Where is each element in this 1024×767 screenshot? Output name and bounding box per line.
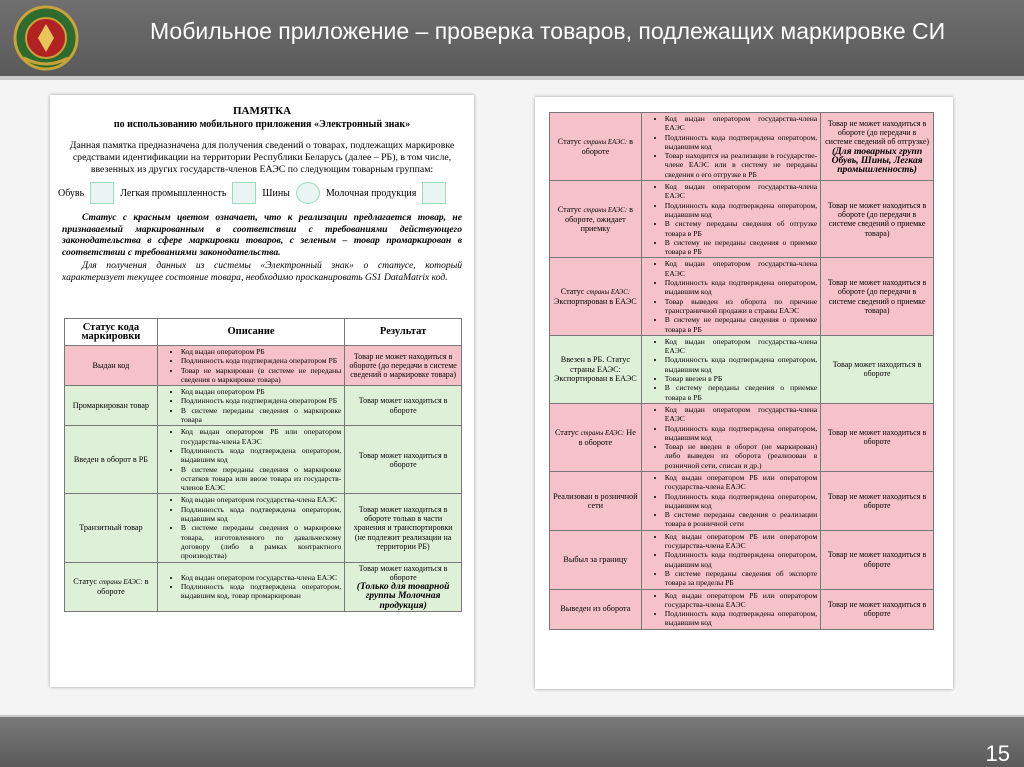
description-item: • Товар находится на реализации в государстве-члене ЕАЭС или в систему не переданы сведения о его отгрузке в РБ [665, 151, 817, 179]
description-item: • Код выдан оператором РБ или оператором государства-члена ЕАЭС [665, 473, 817, 492]
description-item: • Код выдан оператором государства-члена ЕАЭС [181, 573, 341, 582]
description-item: • Код выдан оператором государства-члена ЕАЭС [665, 337, 817, 356]
shirt-icon [232, 182, 256, 204]
result-text: Товар может находиться в обороте только в части хранения и транспортировки (не подлежит реализации на территории РБ) [353, 504, 453, 551]
description-cell [641, 471, 820, 530]
description-item: • Подлинность кода подтверждена оператором РБ [181, 396, 341, 405]
milk-icon [422, 182, 446, 204]
result-cell [821, 589, 934, 629]
status-label: страны ЕАЭС: [583, 206, 628, 214]
description-item: • Код выдан оператором РБ или оператором государства-члена ЕАЭС [665, 591, 817, 610]
status-label: Выбыл за границу [563, 555, 628, 564]
memo-intro: Данная памятка предназначена для получения сведений о товарах, подлежащих маркировке средствами идентификации на территории Республики Беларусь (далее – РБ), в том числе, ввезенных из других государств-членов ЕАЭС по следующим товарным группам: [69, 140, 455, 175]
description-item: • Подлинность кода подтверждена оператором, выдавшим код [665, 550, 817, 569]
description-item: • Код выдан оператором государства-члена ЕАЭС [181, 495, 341, 504]
result-cell [345, 562, 462, 611]
description-cell [641, 258, 820, 335]
status-label: Введен в оборот в РБ [73, 455, 148, 465]
description-item: • В системе переданы сведения о реализации товара в розничной сети [665, 510, 817, 529]
memo-page-right [535, 97, 953, 689]
table-row [550, 403, 934, 471]
result-cell [821, 403, 934, 471]
status-label: страны ЕАЭС: [99, 578, 143, 586]
header-status: Статус кода маркировки [65, 319, 158, 346]
status-cell [550, 589, 642, 629]
status-label: страны ЕАЭС: [586, 288, 631, 296]
result-text: Товар не может находиться в обороте [827, 491, 927, 510]
description-item: • Товар выведен из оборота по причине трансграничной продажи в страны ЕАЭС [665, 297, 817, 316]
status-cell [65, 386, 158, 426]
description-item: • В систему переданы сведения об отгрузке товара в РБ [665, 219, 817, 238]
table-row [550, 181, 934, 258]
status-label: Реализован в розничной сети [553, 491, 638, 510]
description-item: • В систему не переданы сведения о приемке товара в РБ [665, 238, 817, 257]
status-cell [65, 346, 158, 386]
result-note: (Для товарных групп Обувь, Шины, Легкая промышленность) [831, 145, 923, 176]
status-label: в обороте [581, 136, 634, 157]
tire-icon [296, 182, 320, 204]
description-cell [157, 494, 344, 562]
memo-page-left [50, 95, 474, 687]
scan-note: Для получения данных из системы «Электронный знак» о статусе, который характеризует текущее состояние товара, необходимо просканировать GS1 DataMatrix код. [62, 260, 462, 283]
status-label: страны ЕАЭС: [580, 429, 625, 437]
result-cell [821, 335, 934, 403]
status-label: Экспортирован в ЕАЭС [554, 297, 637, 307]
description-item: • Подлинность кода подтверждена оператором, выдавшим код, товар промаркирован [181, 582, 341, 601]
color-legend-note: Статус с красным цветом означает, что к реализации предлагается товар, не признаваемый маркированным в соответствии с требованиями действующего законодательства в сфере маркировки товаров, с зеленым – товар промаркирован в соответствии с требованиями законодательства. [62, 212, 462, 258]
result-cell [345, 494, 462, 562]
status-cell [65, 562, 158, 611]
group-label: Молочная продукция [325, 187, 417, 199]
table-row [550, 589, 934, 629]
description-cell [641, 403, 820, 471]
result-cell [345, 386, 462, 426]
table-row [65, 562, 462, 611]
status-label: в обороте [97, 576, 149, 597]
group-label: Легкая промышленность [120, 187, 227, 199]
status-label: Выведен из оборота [560, 604, 631, 614]
status-label: Статус [557, 204, 582, 214]
description-cell [157, 386, 344, 426]
header-description: Описание [157, 319, 344, 346]
result-text: Товар не может находиться в обороте [827, 428, 927, 447]
description-item: • В системе переданы сведения о маркировке остатков товара или ввозе товара из государств-членов ЕАЭС [181, 465, 341, 493]
description-item: • В системе переданы сведения о маркировке товара, изготовленного по давальческому договору (либо в рамках контрактного производства) [181, 523, 341, 560]
status-cell [550, 181, 642, 258]
table-row [65, 386, 462, 426]
description-item: • Подлинность кода подтверждена оператором РБ [181, 356, 341, 365]
status-cell [65, 494, 158, 562]
status-label: Выдан код [92, 360, 130, 370]
status-label: Статус [554, 427, 579, 437]
result-cell [821, 530, 934, 589]
result-text: Товар не может находиться в обороте [827, 550, 927, 569]
memo-subtitle: по использованию мобильного приложения «Электронный знак» [113, 119, 411, 130]
table-row [550, 113, 934, 181]
description-item: • Код выдан оператором государства-члена ЕАЭС [665, 405, 817, 424]
result-note: (Только для товарной группы Молочная продукция) [356, 581, 450, 611]
status-label: Транзитный товар [79, 523, 143, 533]
result-cell [821, 113, 934, 181]
result-text: Товар может находиться в обороте [358, 396, 448, 415]
description-item: • Код выдан оператором государства-члена ЕАЭС [665, 114, 817, 133]
result-cell [821, 471, 934, 530]
result-cell [821, 181, 934, 258]
status-cell [550, 258, 642, 335]
result-text: Товар не может находиться в обороте (до передачи в системе сведений о приемке товара) [827, 200, 927, 238]
emblem-logo [10, 4, 82, 72]
description-item: • Подлинность кода подтверждена оператором, выдавшим код [665, 133, 817, 152]
description-cell [157, 562, 344, 611]
status-label: Статус [557, 136, 582, 146]
result-text: Товар может находиться в обороте [358, 450, 448, 469]
status-cell [550, 335, 642, 403]
status-cell [65, 426, 158, 494]
table-row [550, 471, 934, 530]
status-label: Не в обороте [578, 427, 636, 447]
result-cell [821, 258, 934, 335]
product-groups [58, 182, 466, 204]
description-item: • Подлинность кода подтверждена оператором, выдавшим код [181, 446, 341, 465]
slide-footer [0, 717, 1024, 767]
status-cell [550, 471, 642, 530]
result-text: Товар может находиться в обороте [358, 563, 448, 582]
status-cell [550, 113, 642, 181]
slide-header [0, 0, 1024, 76]
shoe-icon [90, 182, 114, 204]
description-cell [157, 426, 344, 494]
slide-title: Мобильное приложение – проверка товаров, подлежащих маркировке СИ [150, 18, 946, 44]
table-row [65, 346, 462, 386]
description-item: • Подлинность кода подтверждена оператором, выдавшим код [665, 201, 817, 220]
description-cell [641, 530, 820, 589]
header-result: Результат [345, 319, 462, 346]
description-item: • Подлинность кода подтверждена оператором, выдавшим код [665, 492, 817, 511]
description-item: • Код выдан оператором РБ [181, 387, 341, 396]
table-row [550, 530, 934, 589]
description-item: • В систему переданы сведения о приемке товара в РБ [665, 383, 817, 402]
table-row [65, 426, 462, 494]
description-item: • Подлинность кода подтверждена оператором, выдавшим код [665, 609, 817, 628]
table-row [550, 258, 934, 335]
description-item: • В системе переданы сведения о маркировке товара [181, 406, 341, 425]
description-item: • Товар ввезен в РБ [665, 374, 817, 383]
result-text: Товар не может находиться в обороте (до передачи в системе сведений о приемке товара) [827, 278, 927, 315]
result-text: Товар может находиться в обороте [832, 360, 922, 379]
status-table-right [549, 112, 934, 630]
result-text: Товар не может находиться в обороте [827, 599, 927, 619]
description-cell [641, 335, 820, 403]
page-number: 15 [985, 741, 1010, 766]
status-label: Статус [73, 576, 97, 586]
description-item: • Подлинность кода подтверждена оператором, выдавшим код [181, 505, 341, 524]
memo-title: ПАМЯТКА [232, 105, 292, 117]
status-label: страны ЕАЭС: [583, 138, 628, 146]
description-item: • Код выдан оператором РБ [181, 347, 341, 356]
description-cell [641, 113, 820, 181]
table-row [65, 494, 462, 562]
description-item: • Код выдан оператором государства-члена ЕАЭС [665, 259, 817, 278]
status-label: Ввезен в РБ. Статус страны ЕАЭС: Экспортирован в ЕАЭС [554, 355, 637, 384]
description-cell [157, 346, 344, 386]
description-item: • Подлинность кода подтверждена оператором, выдавшим код [665, 424, 817, 443]
result-text: Товар не может находиться в обороте (до передачи в системе сведений о маркировке товара) [349, 351, 457, 380]
description-item: • Товар не введен в оборот (не маркирован) либо выведен из оборота (реализован в розничной сети, списан и др.) [665, 442, 817, 470]
result-text: Товар не может находиться в обороте (до передачи в системе сведений об отгрузке) [825, 118, 930, 147]
description-item: • Код выдан оператором государства-члена ЕАЭС [665, 182, 817, 201]
status-table-left [64, 318, 462, 612]
description-cell [641, 589, 820, 629]
description-item: • Подлинность кода подтверждена оператором, выдавшим код [665, 278, 817, 297]
status-cell [550, 403, 642, 471]
description-cell [641, 181, 820, 258]
description-item: • Код выдан оператором РБ или оператором государства-члена ЕАЭС [665, 532, 817, 551]
description-item: • В системе переданы сведения об экспорте товара за пределы РБ [665, 569, 817, 588]
result-cell [345, 426, 462, 494]
table-header-row [65, 319, 462, 346]
status-label: в обороте, ожидает приемку [565, 204, 634, 234]
description-item: • Товар не маркирован (в системе не переданы сведения о маркировке товара) [181, 366, 341, 385]
description-item: • В систему не переданы сведения о приемке товара в РБ [665, 315, 817, 334]
status-label: Промаркирован товар [72, 401, 150, 411]
table-row [550, 335, 934, 403]
status-cell [550, 530, 642, 589]
result-cell [345, 346, 462, 386]
group-label: Обувь [58, 187, 85, 199]
status-label: Статус [560, 286, 585, 296]
group-label: Шины [262, 187, 290, 199]
description-item: • Подлинность кода подтверждена оператором, выдавшим код [665, 355, 817, 374]
description-item: • Код выдан оператором РБ или оператором государства-члена ЕАЭС [181, 427, 341, 446]
